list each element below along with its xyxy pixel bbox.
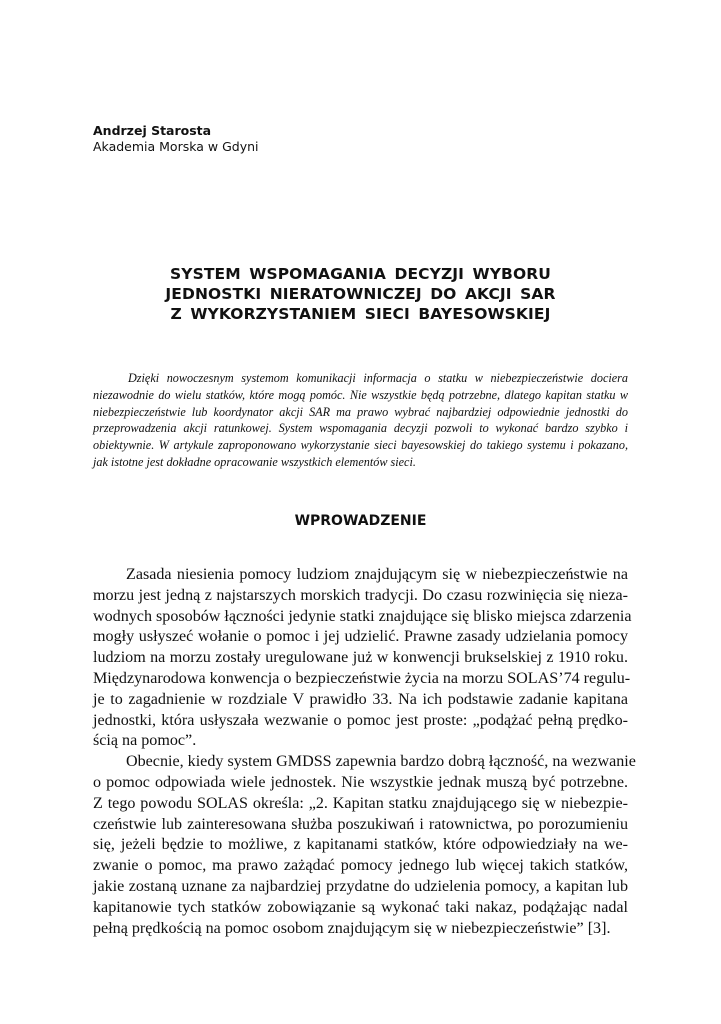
text-line: się, jeżeli będzie to możliwe, z kapitanami statków, które odpowiedziały na we- (93, 836, 628, 854)
title-line: JEDNOSTKI NIERATOWNICZEJ DO AKCJI SAR (165, 285, 556, 303)
text-line: Obecnie, kiedy system GMDSS zapewnia bardzo dobrą łączność, na wezwanie (126, 753, 636, 771)
text-line: mogły usłyszeć wołanie o pomoc i jej udzielić. Prawne zasady udzielania pomocy (93, 628, 628, 646)
text-line: ścią na pomoc”. (93, 732, 197, 750)
text-line: wodnych sposobów łączności jedynie statki znajdujące się blisko miejsca zdarzenia (93, 607, 632, 625)
text-line: jakie zostaną uznane za najbardziej przydatne do udzielenia pomocy, a kapitan lub (93, 877, 628, 895)
text-line: jednostki, która usłyszała wezwanie o pomoc jest proste: „podążać pełną prędko- (93, 711, 628, 729)
text-line: o pomoc odpowiada wiele jednostek. Nie wszystkie jednak muszą być potrzebne. (93, 773, 628, 791)
text-line: Zasada niesienia pomocy ludziom znajdującym się w niebezpieczeństwie na (126, 566, 628, 583)
text-line: Międzynarodowa konwencja o bezpieczeństwie życia na morzu SOLAS’74 regulu- (93, 669, 631, 687)
body-text (93, 565, 636, 939)
paragraph (93, 752, 636, 939)
text-line: czeństwie lub zainteresowana służba poszukiwań i ratownictwa, po porozumieniu (93, 815, 628, 833)
text-line: pełną prędkością na pomoc osobom znajdującym się w niebezpieczeństwie” [3]. (93, 919, 611, 937)
section-heading: WPROWADZENIE (294, 513, 427, 529)
title-line: SYSTEM WSPOMAGANIA DECYZJI WYBORU (170, 265, 551, 283)
text-line: morzu jest jedną z najstarszych morskich tradycji. Do czasu rozwinięcia się nieza- (93, 586, 628, 604)
author-affiliation: Akademia Morska w Gdyni (93, 139, 259, 154)
paragraph (93, 565, 632, 752)
text-line: je to zagadnienie w rozdziale V prawidło 33. Na ich podstawie zadanie kapitana (93, 690, 628, 708)
text-line: ludziom na morzu zostały uregulowane już w konwencji brukselskiej z 1910 roku. (93, 649, 628, 667)
text-line: Z tego powodu SOLAS określa: „2. Kapitan statku znajdującego się w niebezpie- (93, 794, 628, 812)
abstract: Dzięki nowoczesnym systemom komunikacji informacja o statku w niebezpieczeństwie dociera niezawodnie do wielu statków, które mogą pomóc. Nie wszystkie będą potrzebne, dlatego kapitan statku w niebezpieczeństwie lub koordynator akcji SAR ma prawo wybrać najbardziej odpowiednie jednostki do przeprowadzenia akcji ratunkowej. System wspomagania decyzji pozwoli to wykonać bardzo szybko i obiektywnie. W artykule zaproponowano wykorzystanie sieci bayesowskiej do takiego systemu i pokazano, jak istotne jest dokładne opracowanie wszystkich elementów sieci. (93, 371, 628, 469)
paper-title (93, 264, 628, 324)
author-name: Andrzej Starosta (93, 123, 212, 138)
text-line: kapitanowie tych statków zobowiązanie są wykonać taki nakaz, podążając nadal (93, 898, 628, 916)
author-block (93, 123, 259, 155)
text-line: zwanie o pomoc, ma prawo zażądać pomocy jednego lub więcej takich statków, (93, 857, 628, 875)
title-line: Z WYKORZYSTANIEM SIECI BAYESOWSKIEJ (170, 305, 551, 323)
